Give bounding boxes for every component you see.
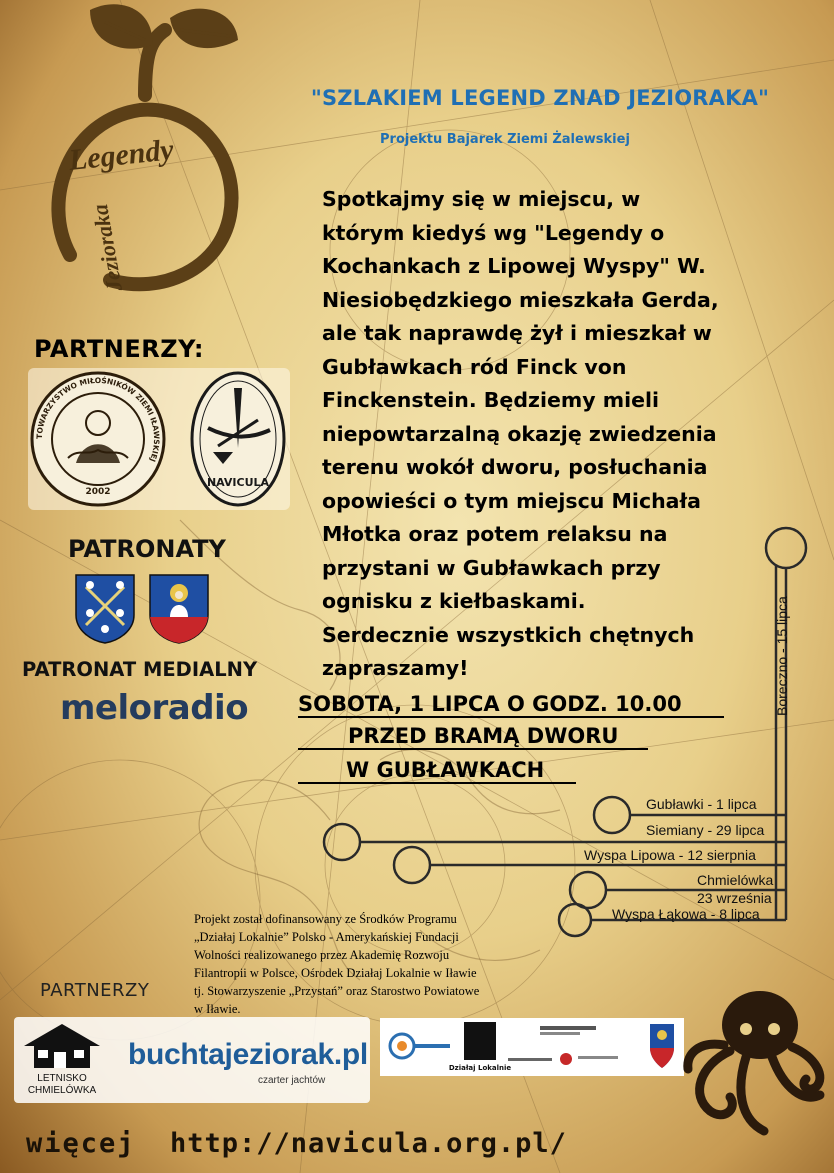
description-line: Finckenstein. Będziemy mieli xyxy=(322,388,660,412)
partner-logos xyxy=(28,368,290,510)
society-seal-icon xyxy=(32,373,164,505)
coat-of-arms-icon xyxy=(150,575,208,643)
partners-heading: PARTNERZY: xyxy=(34,335,204,363)
timeline-label-wyspa-lipowa: Wyspa Lipowa - 12 sierpnia xyxy=(584,847,756,863)
funding-line: „Działaj Lokalnie” Polsko - Amerykańskiej Fundacji xyxy=(194,930,459,944)
dzialaj-lokalnie-text: Działaj Lokalnie xyxy=(448,1064,512,1072)
footer-more-label: więcej xyxy=(26,1128,136,1159)
description-line: zapraszamy! xyxy=(322,656,469,680)
media-patronage-heading: PATRONAT MEDIALNY xyxy=(22,658,258,681)
funding-line: Filantropii w Polsce, Ośrodek Działaj Lokalnie w Iławie xyxy=(194,966,477,980)
buchta-jeziorak-logo: buchtajeziorak.pl xyxy=(128,1038,368,1071)
description-line: Niesiobędzkiego mieszkała Gerda, xyxy=(322,287,719,312)
footer-url-link[interactable]: http://navicula.org.pl/ xyxy=(170,1128,567,1159)
event-place: PRZED BRAMĄ DWORU xyxy=(298,724,648,750)
sponsor-logos-art xyxy=(380,1018,684,1076)
logo-text-legendy: Legendy xyxy=(67,133,176,177)
description-line: Spotkajmy się w miejscu, w xyxy=(322,187,641,211)
description-line: ale tak naprawdę żył i mieszkał w xyxy=(322,321,712,345)
timeline-label-boreczno: Boreczno - 15 lipca xyxy=(774,596,790,716)
timeline-label-siemiany: Siemiany - 29 lipca xyxy=(646,822,765,838)
timeline-node xyxy=(324,824,360,860)
description-line: Młotka oraz potem relaksu na xyxy=(322,522,668,546)
description-line: ognisku z kiełbaskami. xyxy=(322,589,586,613)
navicula-label: NAVICULA xyxy=(206,476,270,489)
timeline-label-chmielowka: Chmielówka xyxy=(697,872,774,888)
coat-of-arms-icons xyxy=(74,573,210,645)
timeline-node xyxy=(594,797,630,833)
description-line: opowieści o tym miejscu Michała xyxy=(322,488,701,513)
seal-ring-text: TOWARZYSTWO MIŁOŚNIKÓW ZIEMI IŁAWSKIEJ xyxy=(34,375,162,464)
funding-line: w Iławie. xyxy=(194,1002,241,1016)
funding-line: Projekt został dofinansowany ze Środków Programu xyxy=(194,912,457,926)
funding-line: Wolności realizowanego przez Akademię Rozwoju xyxy=(194,948,450,962)
seal-year: 2002 xyxy=(85,487,111,497)
partner-logos-art xyxy=(28,368,290,510)
description-line: którym kiedyś wg "Legendy o xyxy=(322,220,665,245)
letnisko-line: CHMIELÓWKA xyxy=(27,1085,97,1096)
description-line: przystani w Gubławkach przy xyxy=(322,555,661,580)
description-line: niepowtarzalną okazję zwiedzenia xyxy=(322,421,717,446)
funding-note xyxy=(194,910,548,1018)
timeline-label-chmielowka-date: 23 września xyxy=(697,890,772,906)
coat-of-arms-icon xyxy=(76,575,134,643)
patronaty-heading: PATRONATY xyxy=(68,535,226,563)
navicula-logo-icon xyxy=(192,373,284,505)
partners-bottom-heading: PARTNERZY xyxy=(40,980,150,1001)
funding-line: tj. Stowarzyszenie „Przystań” oraz Starostwo Powiatowe xyxy=(194,984,480,998)
timeline-node xyxy=(394,847,430,883)
sponsor-logos-strip xyxy=(380,1018,684,1076)
event-date: SOBOTA, 1 LIPCA O GODZ. 10.00 xyxy=(298,692,724,718)
description-line: Gubławkach ród Finck von xyxy=(322,354,627,379)
house-icon xyxy=(20,1020,104,1072)
event-location: W GUBŁAWKACH xyxy=(298,758,576,784)
letnisko-chmielowka-logo xyxy=(20,1073,104,1097)
meloradio-logo: meloradio xyxy=(60,688,249,728)
timeline-label-wyspa-lakowa: Wyspa Łąkowa - 8 lipca xyxy=(612,906,760,922)
event-subtitle: Projektu Bajarek Ziemi Żalewskiej xyxy=(380,132,630,147)
timeline-node xyxy=(559,904,591,936)
event-title: "SZLAKIEM LEGEND ZNAD JEZIORAKA" xyxy=(310,86,770,110)
letnisko-line: LETNISKO xyxy=(37,1073,87,1084)
octopus-illustration xyxy=(680,985,830,1145)
description-line: terenu wokół dworu, posłuchania xyxy=(322,455,708,479)
legendy-jezioraka-logo xyxy=(30,0,260,310)
logo-text-jezioraka: Jezioraka xyxy=(87,202,127,294)
description-line: Kochankach z Lipowej Wyspy" W. xyxy=(322,254,706,278)
timeline-label-gublawki: Gubławki - 1 lipca xyxy=(646,796,757,812)
buchta-tagline: czarter jachtów xyxy=(258,1075,326,1086)
description-line: Serdecznie wszystkich chętnych xyxy=(322,622,695,647)
timeline-node xyxy=(570,872,606,908)
